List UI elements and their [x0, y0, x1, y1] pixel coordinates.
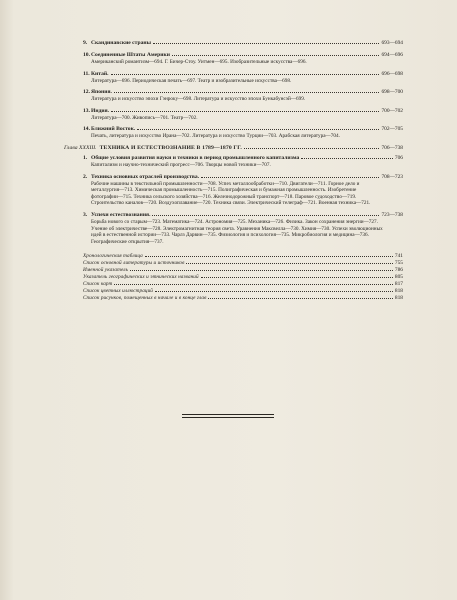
entry-title: Техника основных отраслей производства. [91, 173, 200, 180]
back-matter-list [83, 253, 403, 302]
dot-leader [111, 74, 380, 75]
decorative-rule-top [182, 414, 274, 415]
entry-description: Литература—696. Периодическая печать—697. Театр и изобразительные искусства—698. [91, 77, 292, 84]
entry-pages: 702—705 [381, 126, 403, 133]
entry-description: Литература—700. Живопись—701. Театр—702. [91, 114, 198, 121]
entry-description: Рабочие машины в текстильной промышленности—708. Успех металлообработки—710. Двигатели—711. Горное дело и металлургия—713. Химическая промышленность—715. Полиграфическая и бумажная промышленность. Изобретение фотографии—715. Техника сельского хозяйства—716. Железнодорожный транспорт—718. Паровое судоходство—719. Строительство каналов—720. Воздухоплавание—720. Техника связи. Электрический телеграф—721. Военная техника—721. [91, 180, 371, 207]
toc-subentry-conditions [83, 155, 403, 169]
back-matter-item [83, 288, 403, 295]
chapter-pages: 706—738 [381, 144, 403, 151]
back-matter-title: Список карт [83, 281, 113, 288]
back-matter-page: 755 [394, 260, 403, 267]
back-matter-page: 817 [394, 281, 403, 288]
chapter-label: Глава XXXIII. [64, 144, 97, 151]
entry-pages: 696—698 [381, 70, 403, 77]
dot-leader [301, 158, 393, 159]
dot-leader [172, 55, 380, 56]
entry-number: 2. [83, 173, 88, 180]
dot-leader [201, 277, 393, 278]
entry-description: Американский романтизм—694. Г. Бичер-Стоу. Уитмен—695. Изобразительные искусства—696. [91, 59, 307, 65]
dot-leader [111, 111, 379, 112]
table-of-contents [64, 40, 403, 302]
dot-leader [244, 148, 380, 149]
dot-leader [137, 129, 379, 130]
dot-leader [145, 256, 393, 257]
back-matter-page: 805 [394, 274, 403, 281]
entry-number: 14. [83, 126, 90, 133]
entry-pages: 700—702 [381, 107, 403, 114]
toc-subentry-natural-science [83, 212, 403, 245]
entry-title: Скандинавские страны [91, 40, 151, 46]
entry-description: Печать, литература и искусство Ирана—702. Литература и искусство Турции—703. Арабская литература—704. [91, 133, 340, 140]
back-matter-title: Список цветных иллюстраций [83, 288, 153, 295]
toc-entry-scandinavia [83, 40, 403, 47]
back-matter-title: Именной указатель [83, 267, 129, 274]
entry-pages: 694—696 [381, 52, 403, 58]
chapter-heading [64, 145, 403, 152]
dot-leader [114, 284, 393, 285]
entry-title: Общие условия развития науки и техники в период промышленного капитализма [91, 154, 300, 161]
entry-pages: 693—694 [381, 40, 403, 46]
back-matter-page: 818 [394, 288, 403, 295]
back-matter-page: 818 [394, 295, 403, 302]
entry-number: 9. [83, 40, 88, 46]
back-matter-item [83, 295, 403, 302]
entry-description: Борьба нового со старым—723. Математика—724. Астрономия—725. Механика—726. Физика. Закон сохранения энергии—727. Учение об электричестве—728. Электромагнитная теория света. Уравнения Максвелла—730. Химия—730. Успехи эволюционных идей в естественной истории—733. Чарлз Дарвин—735. Физиология и психология—735. Микробиология и медицина—736. Географические открытия—737. [91, 218, 383, 245]
dot-leader [201, 177, 379, 178]
back-matter-title: Список основной литературы и источников [83, 260, 185, 267]
back-matter-page: 741 [394, 253, 403, 260]
dot-leader [152, 215, 379, 216]
entry-number: 13. [83, 107, 90, 114]
back-matter-title: Хронологическая таблица [83, 253, 143, 260]
entry-title: Ближний Восток. [91, 126, 136, 133]
entry-number: 11. [83, 70, 90, 77]
entry-pages: 698—700 [381, 89, 403, 96]
dot-leader [186, 263, 392, 264]
decorative-rule-bottom [182, 417, 274, 418]
toc-subentry-technology [83, 174, 403, 207]
toc-entry-usa [83, 52, 403, 66]
entry-title: Китай. [91, 70, 109, 77]
entry-title: Соединенные Штаты Америки [91, 52, 170, 58]
toc-entry-middle-east [83, 126, 403, 140]
toc-entry-japan [83, 89, 403, 103]
entry-pages: 706 [394, 154, 403, 161]
entry-description: Литература и искусство эпохи Гэнроку—698. Литература и искусство эпохи Бункабунсэй—699. [91, 96, 306, 103]
toc-entry-india [83, 108, 403, 122]
back-matter-title: Список рисунков, помещенных в начале и в конце глав [83, 295, 207, 302]
dot-leader [114, 92, 380, 93]
toc-entry-china [83, 71, 403, 85]
entry-number: 3. [83, 211, 88, 218]
entry-description: Капитализм и научно-технический прогресс—706. Творцы новой техники—707. [91, 161, 271, 168]
entry-title: Успехи естествознания. [91, 211, 151, 218]
entry-pages: 723—738 [381, 211, 403, 218]
back-matter-title: Указатель географических и этнических названий [83, 274, 199, 281]
entry-pages: 708—723 [381, 173, 403, 180]
entry-title: Япония. [91, 89, 112, 96]
dot-leader [155, 291, 393, 292]
back-matter-item [83, 260, 403, 267]
back-matter-item [83, 274, 403, 281]
dot-leader [153, 43, 379, 44]
dot-leader [208, 298, 392, 299]
chapter-title: ТЕХНИКА И ЕСТЕСТВОЗНАНИЕ В 1789—1870 ГГ. [99, 144, 242, 151]
back-matter-page: 786 [394, 267, 403, 274]
entry-number: 10. [83, 52, 90, 58]
entry-title: Индия. [91, 107, 110, 114]
dot-leader [130, 270, 393, 271]
entry-number: 1. [83, 154, 88, 161]
entry-number: 12. [83, 89, 90, 96]
